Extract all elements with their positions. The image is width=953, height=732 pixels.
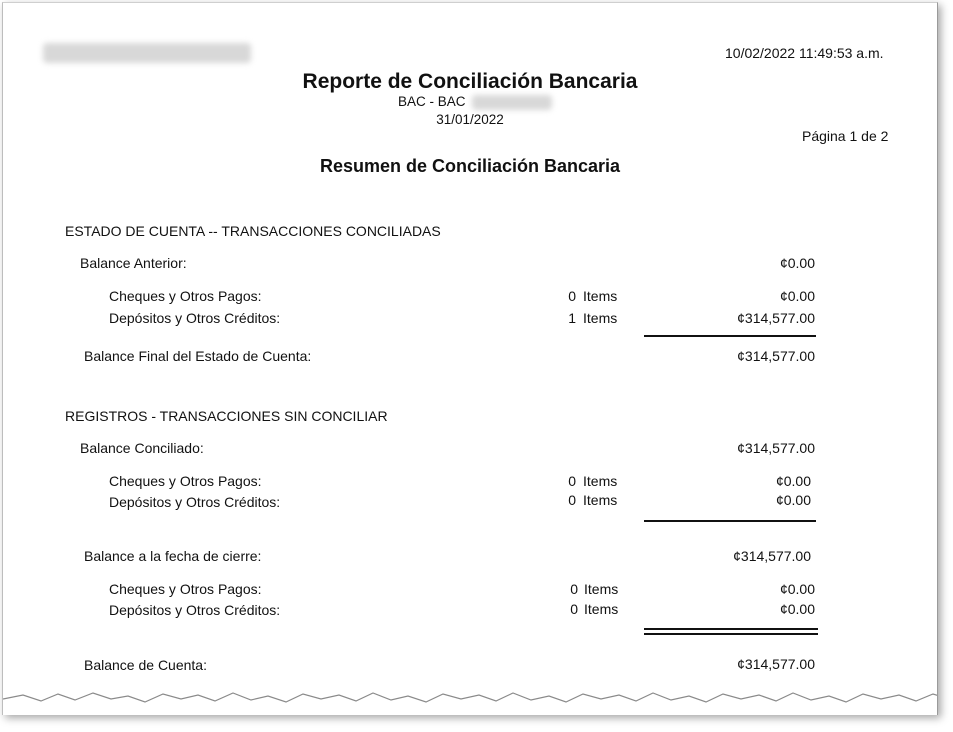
records-deposits-value: ¢0.00 (775, 492, 811, 508)
closing-deposits-count: 0 (570, 601, 578, 617)
records-subtotal-rule (644, 520, 816, 522)
statement-final-label: Balance Final del Estado de Cuenta: (84, 348, 312, 364)
bank-name: BAC - BAC (398, 94, 466, 109)
records-deposits-label: Depósitos y Otros Créditos: (109, 494, 281, 510)
account-balance-value: ¢314,577.00 (737, 656, 815, 672)
torn-edge (3, 677, 938, 715)
closing-payments-label: Cheques y Otros Pagos: (109, 581, 262, 597)
bank-line (398, 94, 466, 109)
records-payments-label: Cheques y Otros Pagos: (109, 473, 262, 489)
closing-balance-value: ¢314,577.00 (733, 548, 811, 564)
report-date: 31/01/2022 (436, 112, 504, 127)
records-payments-items: Items (583, 473, 618, 489)
final-double-rule (644, 628, 818, 635)
records-deposits-items: Items (583, 492, 618, 508)
opening-balance-label: Balance Anterior: (80, 255, 187, 271)
statement-final-value: ¢314,577.00 (737, 348, 815, 364)
closing-deposits-value: ¢0.00 (779, 601, 815, 617)
statement-heading: ESTADO DE CUENTA -- TRANSACCIONES CONCILIADAS (65, 223, 441, 239)
statement-payments-count: 0 (568, 288, 576, 304)
records-heading: REGISTROS - TRANSACCIONES SIN CONCILIAR (65, 408, 388, 424)
report-title: Reporte de Conciliación Bancaria (302, 70, 638, 93)
records-deposits-count: 0 (568, 492, 576, 508)
closing-deposits-items: Items (584, 601, 619, 617)
closing-deposits-label: Depósitos y Otros Créditos: (109, 602, 281, 618)
reconciled-balance-value: ¢314,577.00 (737, 440, 815, 456)
report-page (2, 2, 938, 715)
page-number: Página 1 de 2 (802, 128, 889, 144)
summary-title: Resumen de Conciliación Bancaria (319, 156, 621, 176)
statement-deposits-items: Items (583, 310, 618, 326)
report-timestamp: 10/02/2022 11:49:53 a.m. (725, 45, 884, 61)
statement-deposits-value: ¢314,577.00 (737, 310, 815, 326)
closing-balance-label: Balance a la fecha de cierre: (84, 548, 262, 564)
reconciled-balance-label: Balance Conciliado: (80, 440, 204, 456)
redacted-company-name (43, 43, 251, 63)
closing-payments-count: 0 (570, 581, 578, 597)
statement-payments-value: ¢0.00 (779, 288, 815, 304)
opening-balance-value: ¢0.00 (779, 255, 815, 271)
statement-total-rule (644, 335, 816, 337)
statement-deposits-count: 1 (568, 310, 576, 326)
statement-deposits-label: Depósitos y Otros Créditos: (109, 310, 281, 326)
records-payments-value: ¢0.00 (775, 473, 811, 489)
redacted-account-number (472, 95, 552, 110)
closing-payments-items: Items (584, 581, 619, 597)
statement-payments-items: Items (583, 288, 618, 304)
account-balance-label: Balance de Cuenta: (84, 657, 207, 673)
records-payments-count: 0 (568, 473, 576, 489)
closing-payments-value: ¢0.00 (779, 581, 815, 597)
statement-payments-label: Cheques y Otros Pagos: (109, 288, 262, 304)
